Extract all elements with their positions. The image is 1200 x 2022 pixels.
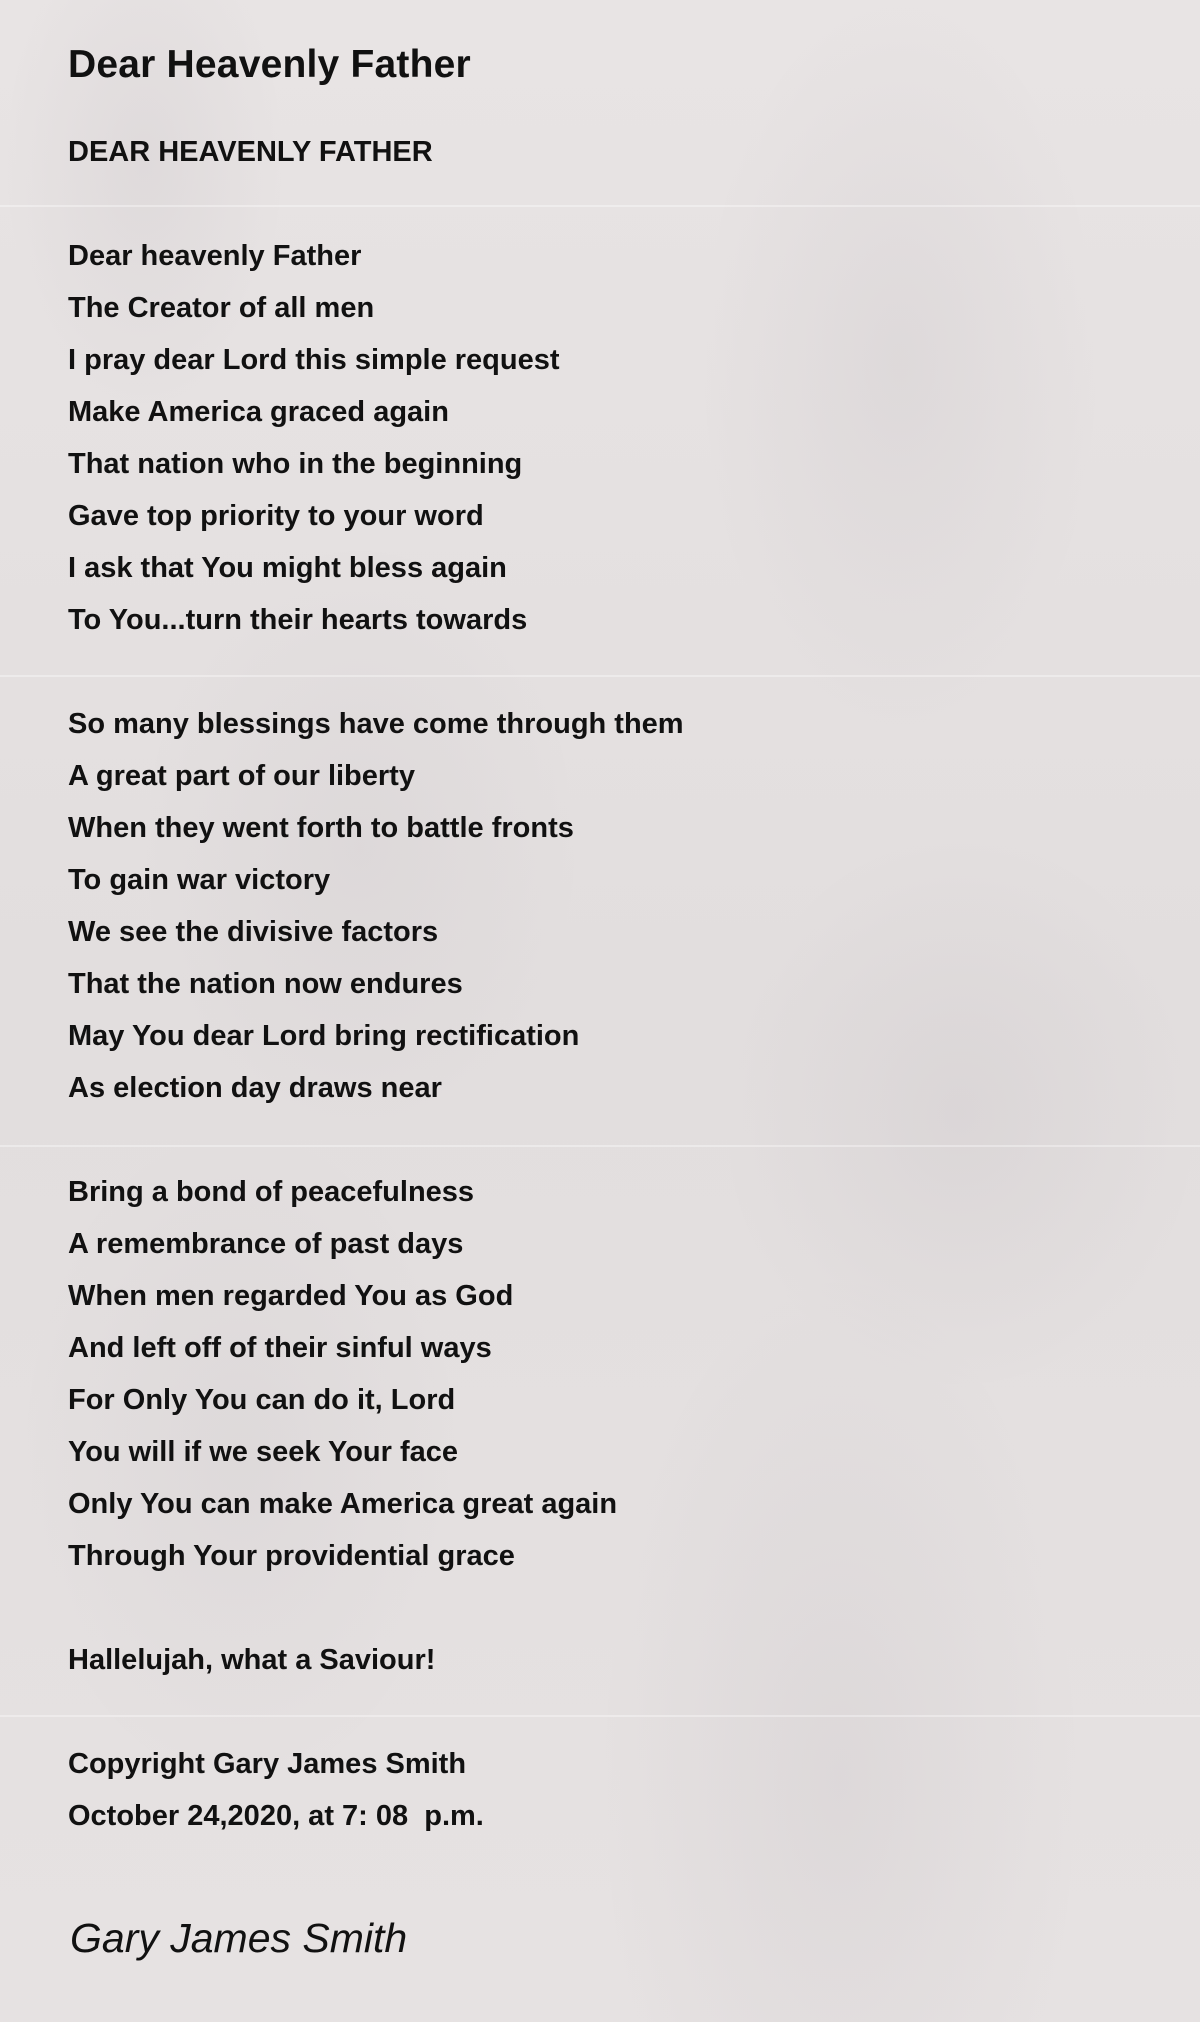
poem-line: Only You can make America great again [68,1487,618,1520]
poem-line: A great part of our liberty [68,759,415,792]
poem-line: I ask that You might bless again [68,551,507,584]
poem-line: We see the divisive factors [68,915,439,948]
poem-line: Make America graced again [68,395,449,428]
page-title: Dear Heavenly Father [68,43,471,86]
poem-page [68,40,1148,1842]
poem-line: Gave top priority to your word [68,499,484,532]
stanza-break [68,1582,1148,1634]
poem-line: When men regarded You as God [68,1279,514,1312]
copyright-line: Copyright Gary James Smith [68,1747,467,1780]
stanza-4 [68,1634,1148,1686]
stanza-2 [68,698,1148,1114]
stanza-1 [68,230,1148,646]
stanza-break [68,178,1148,230]
stanza-break [68,1686,1148,1738]
poem-line: So many blessings have come through them [68,707,684,740]
stanza-3 [68,1166,1148,1582]
poem-line: When they went forth to battle fronts [68,811,574,844]
poem-line: To gain war victory [68,863,331,896]
poem-line: Hallelujah, what a Saviour! [68,1643,436,1676]
poem-line: Dear heavenly Father [68,239,362,272]
poem-line: That the nation now endures [68,967,463,1000]
poem-line: That nation who in the beginning [68,447,523,480]
poem-heading: DEAR HEAVENLY FATHER [68,135,433,168]
poem-line: A remembrance of past days [68,1227,464,1260]
poem-line: Bring a bond of peacefulness [68,1175,475,1208]
poem-line: The Creator of all men [68,291,375,324]
date-line: October 24,2020, at 7: 08 p.m. [68,1799,484,1832]
stanza-break [68,646,1148,698]
author-name: Gary James Smith [70,1915,408,1961]
poem-line: As election day draws near [68,1071,442,1104]
poem-line: May You dear Lord bring rectification [68,1019,580,1052]
poem-line: Through Your providential grace [68,1539,515,1572]
stanza-break [68,1114,1148,1166]
poem-line: I pray dear Lord this simple request [68,343,560,376]
poem-line: For Only You can do it, Lord [68,1383,456,1416]
copyright-block [68,1738,1148,1842]
poem-body [68,126,1148,1842]
poem-line: You will if we seek Your face [68,1435,459,1468]
poem-line: And left off of their sinful ways [68,1331,492,1364]
poem-line: To You...turn their hearts towards [68,603,528,636]
